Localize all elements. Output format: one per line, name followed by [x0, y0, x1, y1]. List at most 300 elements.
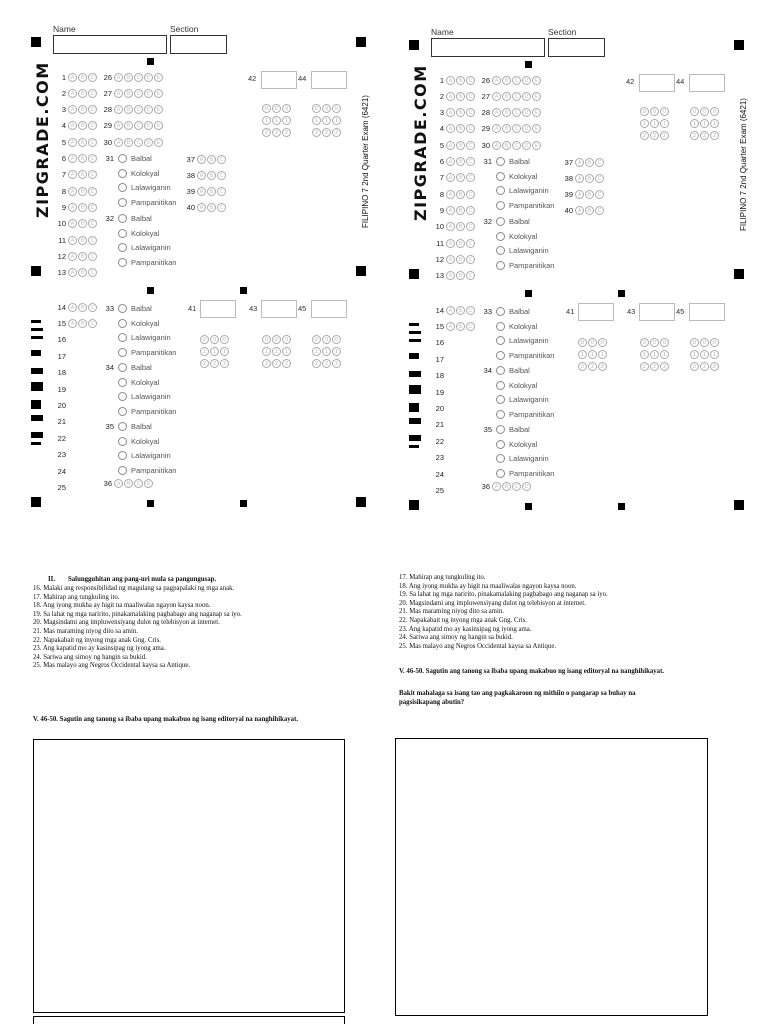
digit-bubble[interactable]: 1 [640, 350, 649, 359]
digit-bubble[interactable]: 2 [660, 362, 669, 371]
digit-bubble[interactable]: 2 [710, 131, 719, 140]
answer-bubble[interactable]: C [466, 157, 475, 166]
digit-bubble[interactable]: 2 [650, 131, 659, 140]
answer-bubble[interactable]: B [585, 174, 594, 183]
digit-bubble[interactable]: 2 [690, 131, 699, 140]
answer-bubble[interactable]: D [522, 141, 531, 150]
answer-bubble[interactable]: A [446, 239, 455, 248]
answer-bubble[interactable]: A [575, 190, 584, 199]
digit-bubble[interactable]: 0 [710, 338, 719, 347]
answer-bubble[interactable]: E [532, 141, 541, 150]
answer-bubble[interactable]: D [522, 108, 531, 117]
answer-bubble[interactable]: D [144, 89, 153, 98]
mc-option[interactable] [496, 395, 549, 404]
answer-bubble[interactable]: A [197, 155, 206, 164]
answer-bubble[interactable]: A [446, 124, 455, 133]
answer-bubble[interactable]: C [88, 105, 97, 114]
digit-bubble[interactable]: 0 [640, 107, 649, 116]
answer-bubble[interactable]: C [217, 171, 226, 180]
option-bubble[interactable] [118, 258, 127, 267]
option-bubble[interactable] [496, 454, 505, 463]
option-bubble[interactable] [496, 440, 505, 449]
digit-bubble[interactable]: 0 [262, 104, 271, 113]
option-bubble[interactable] [118, 154, 127, 163]
answer-bubble[interactable]: D [522, 124, 531, 133]
option-bubble[interactable] [496, 201, 505, 210]
answer-bubble[interactable]: B [456, 141, 465, 150]
answer-bubble[interactable]: A [68, 252, 77, 261]
answer-bubble[interactable]: A [446, 141, 455, 150]
essay-answer-box[interactable] [33, 739, 345, 1013]
digit-bubble[interactable]: 1 [710, 119, 719, 128]
digit-bubble[interactable]: 1 [262, 116, 271, 125]
digit-bubble[interactable]: 1 [210, 347, 219, 356]
digit-bubble[interactable]: 2 [312, 359, 321, 368]
answer-bubble[interactable]: A [446, 306, 455, 315]
option-bubble[interactable] [496, 186, 505, 195]
option-bubble[interactable] [496, 322, 505, 331]
option-bubble[interactable] [118, 198, 127, 207]
answer-bubble[interactable]: C [512, 141, 521, 150]
answer-bubble[interactable]: B [456, 190, 465, 199]
mc-option[interactable] [496, 246, 549, 255]
digit-bubble[interactable]: 1 [272, 116, 281, 125]
digit-bubble[interactable]: 0 [690, 338, 699, 347]
mc-option[interactable] [118, 363, 152, 372]
answer-bubble[interactable]: A [446, 190, 455, 199]
answer-bubble[interactable]: B [456, 76, 465, 85]
answer-bubble[interactable]: C [88, 73, 97, 82]
answer-bubble[interactable]: B [207, 187, 216, 196]
numeric-entry-box[interactable] [261, 300, 297, 318]
digit-bubble[interactable]: 1 [588, 350, 597, 359]
mc-option[interactable] [496, 366, 530, 375]
digit-bubble[interactable]: 0 [210, 335, 219, 344]
digit-bubble[interactable]: 2 [710, 362, 719, 371]
digit-bubble[interactable]: 1 [700, 350, 709, 359]
option-bubble[interactable] [118, 229, 127, 238]
option-bubble[interactable] [118, 183, 127, 192]
answer-bubble[interactable]: C [512, 92, 521, 101]
answer-bubble[interactable]: B [502, 76, 511, 85]
mc-option[interactable] [118, 229, 159, 238]
answer-bubble[interactable]: C [88, 121, 97, 130]
answer-bubble[interactable]: A [492, 482, 501, 491]
answer-bubble[interactable]: B [456, 124, 465, 133]
answer-bubble[interactable]: B [78, 252, 87, 261]
answer-bubble[interactable]: C [512, 124, 521, 133]
answer-bubble[interactable]: A [114, 138, 123, 147]
option-bubble[interactable] [118, 407, 127, 416]
digit-bubble[interactable]: 2 [220, 359, 229, 368]
answer-bubble[interactable]: C [512, 482, 521, 491]
answer-bubble[interactable]: A [446, 322, 455, 331]
option-bubble[interactable] [496, 307, 505, 316]
answer-bubble[interactable]: C [88, 219, 97, 228]
answer-bubble[interactable]: A [446, 76, 455, 85]
option-bubble[interactable] [118, 437, 127, 446]
digit-bubble[interactable]: 2 [700, 131, 709, 140]
option-bubble[interactable] [118, 378, 127, 387]
essay-answer-box[interactable] [395, 738, 708, 1016]
digit-bubble[interactable]: 0 [332, 104, 341, 113]
digit-bubble[interactable]: 1 [282, 116, 291, 125]
answer-bubble[interactable]: B [78, 105, 87, 114]
answer-bubble[interactable]: C [466, 76, 475, 85]
digit-bubble[interactable]: 2 [200, 359, 209, 368]
section-field[interactable] [170, 35, 227, 54]
numeric-entry-box[interactable] [200, 300, 236, 318]
digit-bubble[interactable]: 0 [282, 104, 291, 113]
answer-bubble[interactable]: A [68, 89, 77, 98]
mc-option[interactable] [496, 217, 530, 226]
digit-bubble[interactable]: 0 [660, 338, 669, 347]
answer-bubble[interactable]: C [466, 206, 475, 215]
answer-bubble[interactable]: C [466, 141, 475, 150]
digit-bubble[interactable]: 1 [282, 347, 291, 356]
answer-bubble[interactable]: A [446, 92, 455, 101]
digit-bubble[interactable]: 2 [650, 362, 659, 371]
numeric-entry-box[interactable] [261, 71, 297, 89]
answer-bubble[interactable]: B [124, 89, 133, 98]
mc-option[interactable] [496, 440, 537, 449]
answer-bubble[interactable]: D [144, 105, 153, 114]
answer-bubble[interactable]: B [207, 203, 216, 212]
answer-bubble[interactable]: C [88, 319, 97, 328]
answer-bubble[interactable]: A [68, 105, 77, 114]
answer-bubble[interactable]: A [446, 157, 455, 166]
numeric-entry-box[interactable] [689, 74, 725, 92]
option-bubble[interactable] [496, 425, 505, 434]
answer-bubble[interactable]: C [512, 108, 521, 117]
answer-bubble[interactable]: B [124, 138, 133, 147]
answer-bubble[interactable]: A [68, 187, 77, 196]
answer-bubble[interactable]: B [207, 155, 216, 164]
digit-bubble[interactable]: 1 [332, 116, 341, 125]
answer-bubble[interactable]: C [466, 322, 475, 331]
mc-option[interactable] [496, 157, 530, 166]
option-bubble[interactable] [118, 243, 127, 252]
mc-option[interactable] [118, 378, 159, 387]
numeric-entry-box[interactable] [639, 74, 675, 92]
answer-bubble[interactable]: A [68, 219, 77, 228]
digit-bubble[interactable]: 0 [200, 335, 209, 344]
answer-bubble[interactable]: B [124, 73, 133, 82]
answer-bubble[interactable]: A [68, 268, 77, 277]
option-bubble[interactable] [118, 304, 127, 313]
answer-bubble[interactable]: B [502, 108, 511, 117]
answer-bubble[interactable]: E [154, 73, 163, 82]
digit-bubble[interactable]: 0 [640, 338, 649, 347]
answer-bubble[interactable]: B [502, 124, 511, 133]
answer-bubble[interactable]: D [144, 138, 153, 147]
answer-bubble[interactable]: C [88, 154, 97, 163]
mc-option[interactable] [118, 169, 159, 178]
option-bubble[interactable] [496, 410, 505, 419]
mc-option[interactable] [118, 348, 176, 357]
answer-bubble[interactable]: B [502, 92, 511, 101]
digit-bubble[interactable]: 1 [650, 350, 659, 359]
answer-bubble[interactable]: B [585, 206, 594, 215]
option-bubble[interactable] [496, 336, 505, 345]
answer-bubble[interactable]: C [595, 206, 604, 215]
mc-option[interactable] [118, 154, 152, 163]
answer-bubble[interactable]: C [466, 190, 475, 199]
option-bubble[interactable] [118, 392, 127, 401]
answer-bubble[interactable]: B [502, 141, 511, 150]
digit-bubble[interactable]: 1 [700, 119, 709, 128]
digit-bubble[interactable]: 2 [322, 128, 331, 137]
answer-bubble[interactable]: B [456, 306, 465, 315]
answer-bubble[interactable]: A [197, 187, 206, 196]
answer-bubble[interactable]: A [446, 255, 455, 264]
answer-bubble[interactable]: D [522, 482, 531, 491]
answer-bubble[interactable]: C [595, 158, 604, 167]
mc-option[interactable] [118, 392, 171, 401]
option-bubble[interactable] [118, 422, 127, 431]
answer-bubble[interactable]: C [88, 252, 97, 261]
digit-bubble[interactable]: 1 [710, 350, 719, 359]
answer-bubble[interactable]: B [585, 190, 594, 199]
digit-bubble[interactable]: 0 [282, 335, 291, 344]
answer-bubble[interactable]: C [88, 303, 97, 312]
answer-bubble[interactable]: A [114, 121, 123, 130]
digit-bubble[interactable]: 0 [312, 335, 321, 344]
digit-bubble[interactable]: 2 [700, 362, 709, 371]
answer-bubble[interactable]: B [207, 171, 216, 180]
digit-bubble[interactable]: 1 [650, 119, 659, 128]
digit-bubble[interactable]: 2 [640, 362, 649, 371]
answer-bubble[interactable]: A [446, 206, 455, 215]
mc-option[interactable] [118, 451, 171, 460]
digit-bubble[interactable]: 1 [200, 347, 209, 356]
section-field[interactable] [548, 38, 605, 57]
answer-bubble[interactable]: A [197, 203, 206, 212]
digit-bubble[interactable]: 0 [690, 107, 699, 116]
option-bubble[interactable] [118, 466, 127, 475]
digit-bubble[interactable]: 0 [598, 338, 607, 347]
option-bubble[interactable] [496, 351, 505, 360]
option-bubble[interactable] [496, 395, 505, 404]
answer-bubble[interactable]: C [134, 138, 143, 147]
digit-bubble[interactable]: 1 [690, 119, 699, 128]
option-bubble[interactable] [496, 366, 505, 375]
answer-bubble[interactable]: E [154, 138, 163, 147]
answer-bubble[interactable]: C [595, 174, 604, 183]
digit-bubble[interactable]: 1 [322, 347, 331, 356]
mc-option[interactable] [496, 381, 537, 390]
answer-bubble[interactable]: B [456, 173, 465, 182]
answer-bubble[interactable]: C [466, 271, 475, 280]
answer-bubble[interactable]: B [124, 479, 133, 488]
answer-bubble[interactable]: E [154, 105, 163, 114]
mc-option[interactable] [496, 201, 554, 210]
answer-bubble[interactable]: B [502, 482, 511, 491]
answer-bubble[interactable]: A [68, 73, 77, 82]
mc-option[interactable] [118, 183, 171, 192]
answer-bubble[interactable]: B [78, 73, 87, 82]
option-bubble[interactable] [496, 232, 505, 241]
answer-bubble[interactable]: A [197, 171, 206, 180]
numeric-entry-box[interactable] [639, 303, 675, 321]
option-bubble[interactable] [496, 246, 505, 255]
answer-bubble[interactable]: C [466, 306, 475, 315]
digit-bubble[interactable]: 2 [690, 362, 699, 371]
answer-bubble[interactable]: A [446, 222, 455, 231]
mc-option[interactable] [118, 422, 152, 431]
answer-bubble[interactable]: A [68, 303, 77, 312]
option-bubble[interactable] [496, 469, 505, 478]
answer-bubble[interactable]: B [456, 322, 465, 331]
answer-bubble[interactable]: C [134, 105, 143, 114]
answer-bubble[interactable]: B [78, 121, 87, 130]
mc-option[interactable] [118, 198, 176, 207]
digit-bubble[interactable]: 2 [578, 362, 587, 371]
answer-bubble[interactable]: C [217, 203, 226, 212]
numeric-entry-box[interactable] [578, 303, 614, 321]
answer-bubble[interactable]: B [78, 154, 87, 163]
answer-bubble[interactable]: B [78, 319, 87, 328]
option-bubble[interactable] [118, 214, 127, 223]
answer-bubble[interactable]: C [466, 255, 475, 264]
answer-bubble[interactable]: E [532, 124, 541, 133]
mc-option[interactable] [118, 304, 152, 313]
answer-bubble[interactable]: C [512, 76, 521, 85]
answer-bubble[interactable]: C [134, 89, 143, 98]
answer-bubble[interactable]: B [78, 219, 87, 228]
digit-bubble[interactable]: 2 [598, 362, 607, 371]
answer-bubble[interactable]: A [492, 92, 501, 101]
digit-bubble[interactable]: 1 [262, 347, 271, 356]
answer-bubble[interactable]: E [532, 76, 541, 85]
mc-option[interactable] [496, 410, 554, 419]
digit-bubble[interactable]: 0 [650, 107, 659, 116]
answer-bubble[interactable]: B [124, 105, 133, 114]
answer-bubble[interactable]: B [78, 268, 87, 277]
answer-bubble[interactable]: C [595, 190, 604, 199]
answer-bubble[interactable]: E [532, 92, 541, 101]
digit-bubble[interactable]: 0 [332, 335, 341, 344]
answer-bubble[interactable]: C [466, 222, 475, 231]
digit-bubble[interactable]: 1 [312, 347, 321, 356]
answer-bubble[interactable]: A [575, 174, 584, 183]
mc-option[interactable] [496, 351, 554, 360]
digit-bubble[interactable]: 0 [220, 335, 229, 344]
digit-bubble[interactable]: 0 [322, 104, 331, 113]
answer-bubble[interactable]: E [154, 121, 163, 130]
digit-bubble[interactable]: 2 [332, 359, 341, 368]
answer-bubble[interactable]: B [456, 222, 465, 231]
answer-bubble[interactable]: C [466, 92, 475, 101]
option-bubble[interactable] [496, 157, 505, 166]
digit-bubble[interactable]: 1 [322, 116, 331, 125]
digit-bubble[interactable]: 2 [332, 128, 341, 137]
answer-bubble[interactable]: B [456, 206, 465, 215]
answer-bubble[interactable]: C [217, 187, 226, 196]
answer-bubble[interactable]: B [78, 203, 87, 212]
digit-bubble[interactable]: 2 [640, 131, 649, 140]
answer-bubble[interactable]: A [492, 108, 501, 117]
answer-bubble[interactable]: A [68, 121, 77, 130]
option-bubble[interactable] [118, 319, 127, 328]
name-field[interactable] [431, 38, 545, 57]
digit-bubble[interactable]: 2 [312, 128, 321, 137]
digit-bubble[interactable]: 2 [282, 128, 291, 137]
answer-bubble[interactable]: B [78, 236, 87, 245]
answer-bubble[interactable]: B [124, 121, 133, 130]
numeric-entry-box[interactable] [311, 71, 347, 89]
option-bubble[interactable] [496, 261, 505, 270]
mc-option[interactable] [118, 333, 171, 342]
answer-bubble[interactable]: A [114, 105, 123, 114]
mc-option[interactable] [496, 186, 549, 195]
digit-bubble[interactable]: 0 [700, 107, 709, 116]
answer-bubble[interactable]: B [456, 157, 465, 166]
numeric-entry-box[interactable] [689, 303, 725, 321]
digit-bubble[interactable]: 2 [588, 362, 597, 371]
mc-option[interactable] [496, 261, 554, 270]
answer-bubble[interactable]: C [134, 479, 143, 488]
digit-bubble[interactable]: 1 [332, 347, 341, 356]
answer-bubble[interactable]: B [456, 255, 465, 264]
answer-bubble[interactable]: A [446, 108, 455, 117]
answer-bubble[interactable]: A [575, 158, 584, 167]
option-bubble[interactable] [118, 348, 127, 357]
answer-bubble[interactable]: A [492, 141, 501, 150]
mc-option[interactable] [496, 336, 549, 345]
option-bubble[interactable] [496, 172, 505, 181]
answer-bubble[interactable]: A [492, 76, 501, 85]
answer-bubble[interactable]: B [78, 89, 87, 98]
answer-bubble[interactable]: C [134, 121, 143, 130]
digit-bubble[interactable]: 2 [272, 359, 281, 368]
digit-bubble[interactable]: 2 [210, 359, 219, 368]
answer-bubble[interactable]: B [456, 239, 465, 248]
answer-bubble[interactable]: B [456, 271, 465, 280]
answer-bubble[interactable]: C [466, 108, 475, 117]
mc-option[interactable] [118, 258, 176, 267]
option-bubble[interactable] [118, 363, 127, 372]
digit-bubble[interactable]: 0 [312, 104, 321, 113]
option-bubble[interactable] [118, 451, 127, 460]
answer-bubble[interactable]: D [144, 121, 153, 130]
answer-bubble[interactable]: A [68, 138, 77, 147]
answer-bubble[interactable]: A [68, 203, 77, 212]
answer-bubble[interactable]: C [217, 155, 226, 164]
mc-option[interactable] [496, 307, 530, 316]
digit-bubble[interactable]: 1 [312, 116, 321, 125]
answer-bubble[interactable]: A [446, 271, 455, 280]
answer-bubble[interactable]: B [456, 108, 465, 117]
answer-bubble[interactable]: C [88, 170, 97, 179]
digit-bubble[interactable]: 1 [660, 350, 669, 359]
answer-bubble[interactable]: D [522, 76, 531, 85]
digit-bubble[interactable]: 1 [690, 350, 699, 359]
name-field[interactable] [53, 35, 167, 54]
digit-bubble[interactable]: 0 [660, 107, 669, 116]
answer-bubble[interactable]: A [68, 319, 77, 328]
digit-bubble[interactable]: 1 [220, 347, 229, 356]
digit-bubble[interactable]: 0 [710, 107, 719, 116]
digit-bubble[interactable]: 0 [322, 335, 331, 344]
digit-bubble[interactable]: 0 [588, 338, 597, 347]
answer-bubble[interactable]: C [88, 203, 97, 212]
answer-bubble[interactable]: C [134, 73, 143, 82]
mc-option[interactable] [118, 466, 176, 475]
digit-bubble[interactable]: 0 [700, 338, 709, 347]
digit-bubble[interactable]: 0 [650, 338, 659, 347]
digit-bubble[interactable]: 0 [272, 104, 281, 113]
